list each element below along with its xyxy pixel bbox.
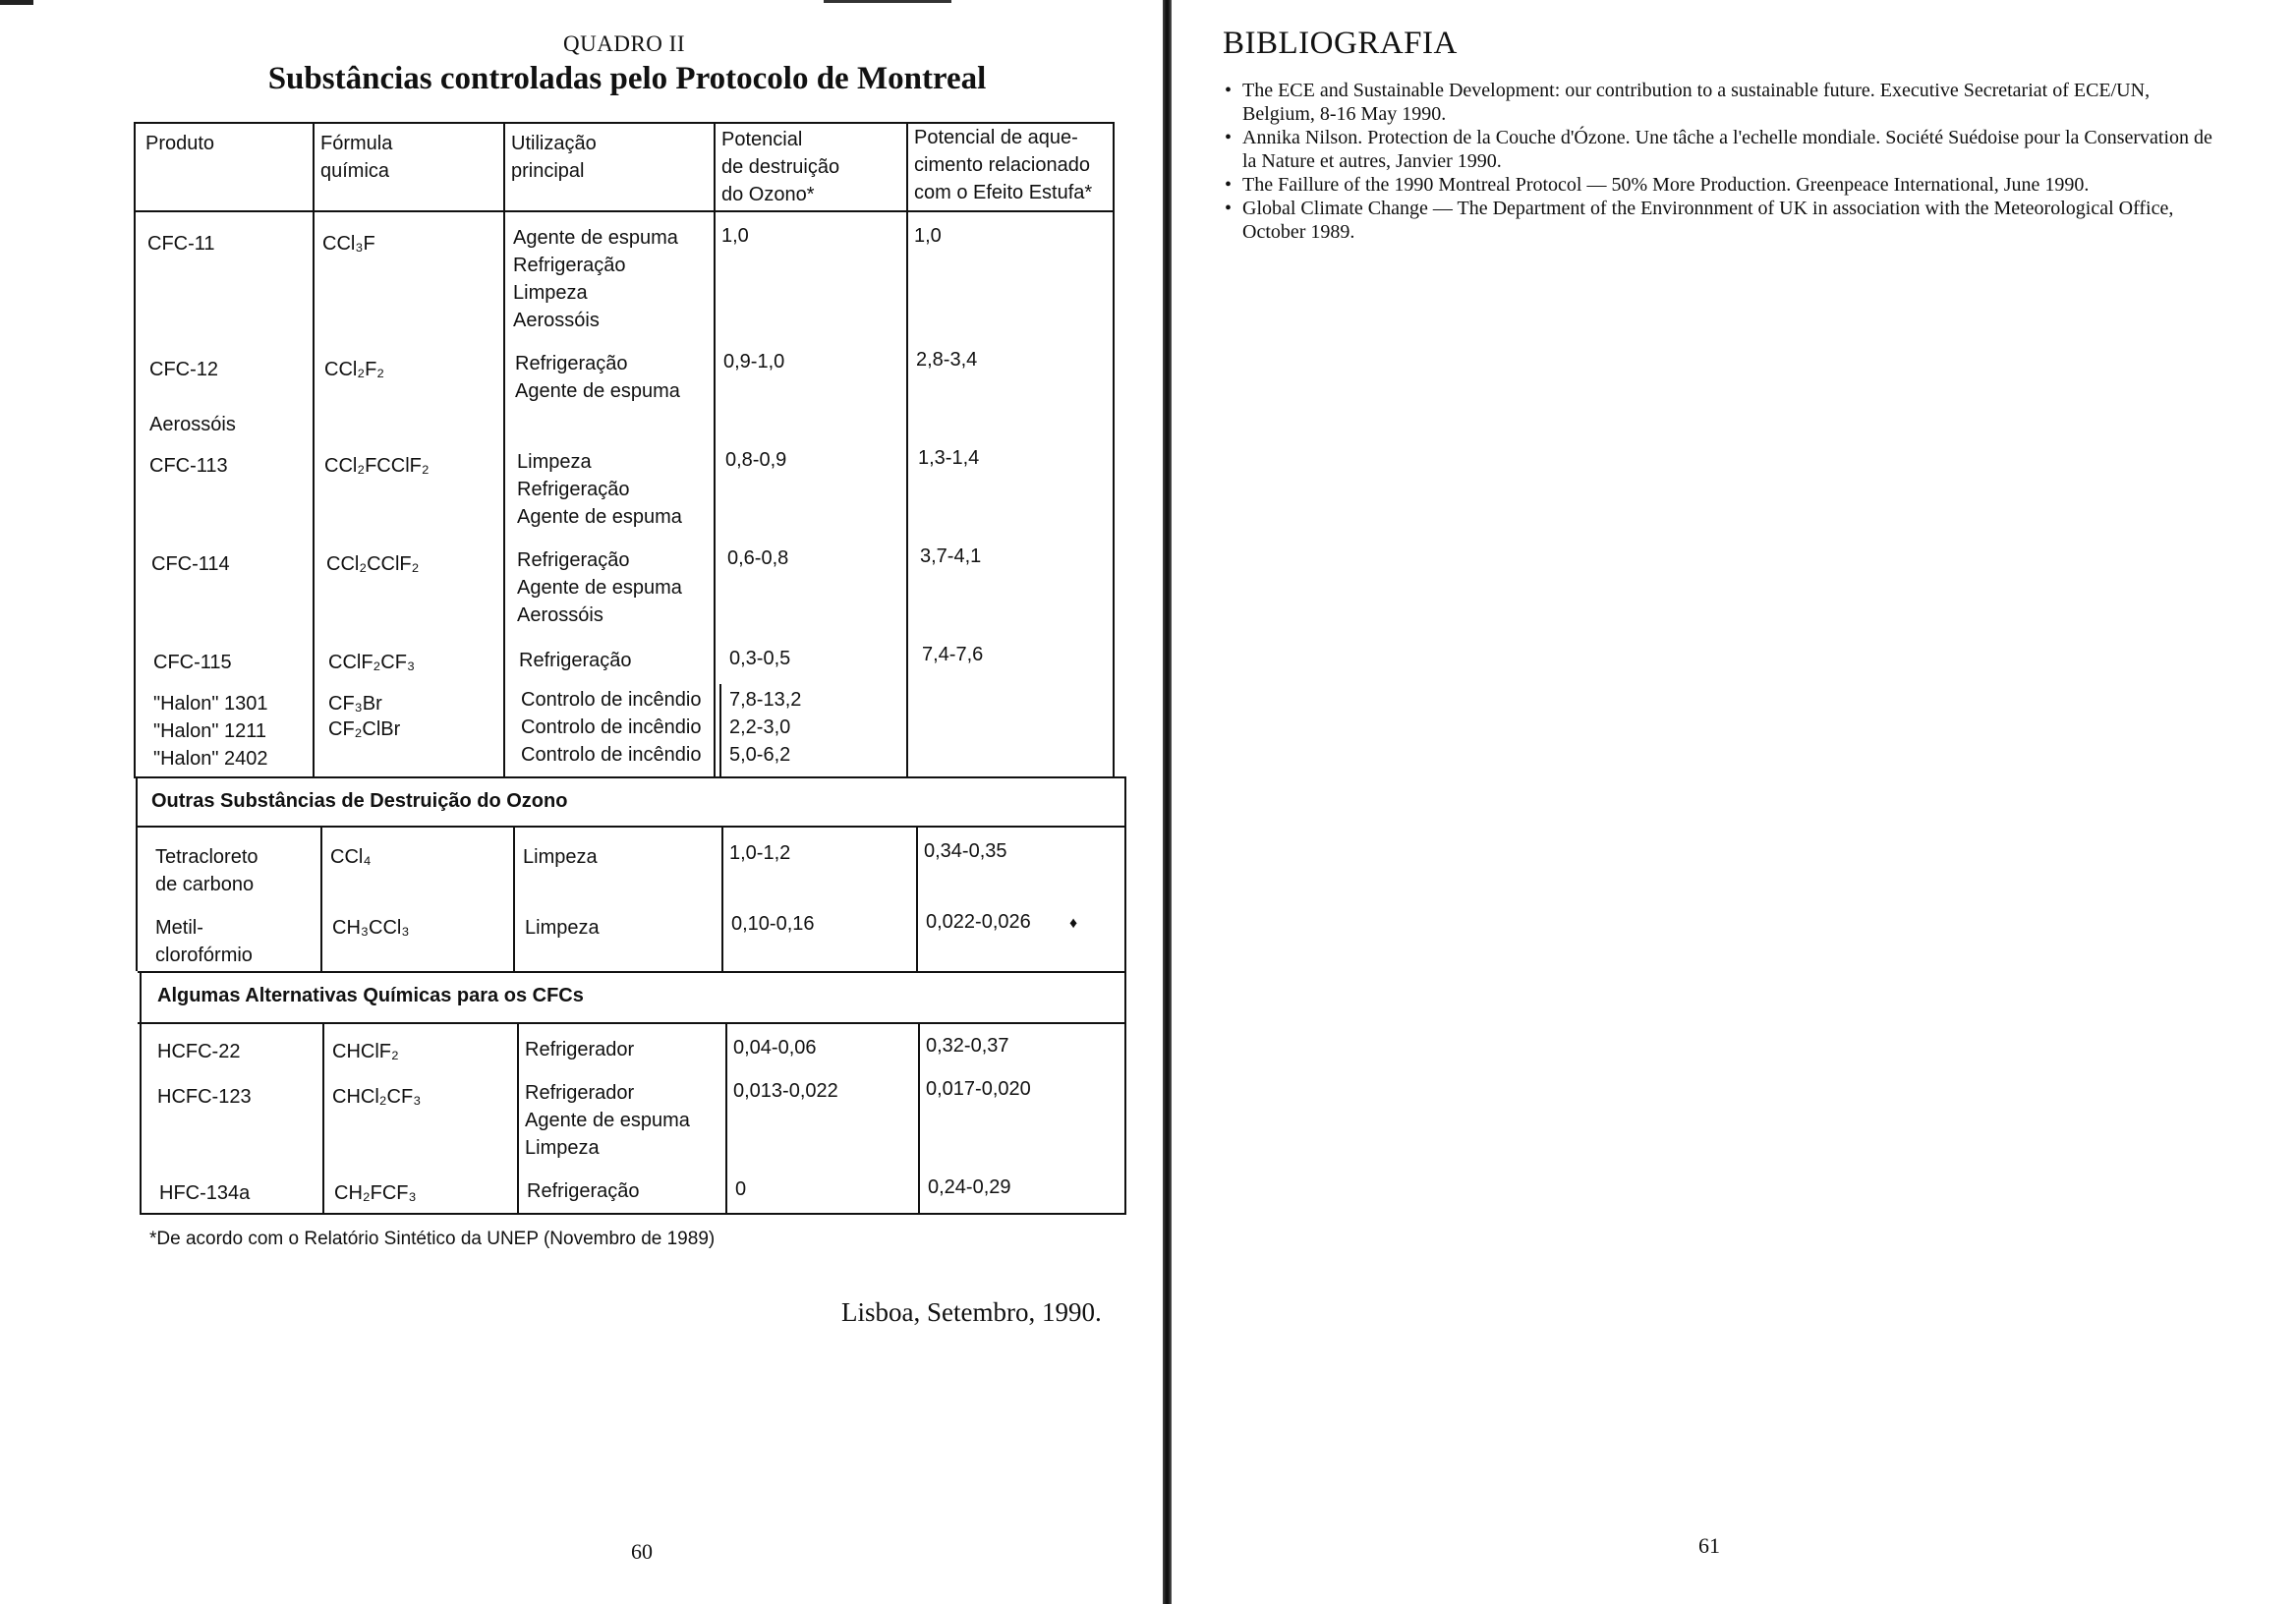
row-odp: 2,2-3,0	[729, 716, 791, 738]
row-gwp: 1,0	[914, 225, 942, 247]
table-rule	[138, 971, 1126, 973]
row-use: Agente de espuma	[517, 506, 682, 528]
row-gwp: 3,7-4,1	[920, 545, 982, 567]
table-title: Substâncias controladas pelo Protocolo de Montreal	[267, 61, 987, 96]
table-border	[1113, 122, 1115, 776]
row-odp: 0,10-0,16	[731, 913, 815, 935]
header-produto: Produto	[145, 133, 215, 154]
table-border	[134, 122, 136, 776]
row-odp: 1,0-1,2	[729, 842, 791, 864]
row-formula: CF₃Br	[328, 693, 382, 715]
row-odp: 5,0-6,2	[729, 744, 791, 766]
row-use: Controlo de incêndio	[521, 716, 702, 738]
table-rule	[134, 776, 1124, 778]
row-use: Controlo de incêndio	[521, 689, 702, 711]
row-gwp: 0,017-0,020	[926, 1078, 1031, 1100]
row-produto: CFC-113	[149, 455, 228, 477]
table-border	[140, 971, 142, 1213]
bibliography-entry: • Global Climate Change — The Department of the Environnment of UK in association with the Meteorological Office, October 1989.	[1223, 197, 2215, 244]
stray-mark-icon: ♦	[1069, 915, 1078, 932]
row-odp: 7,8-13,2	[729, 689, 802, 711]
row-use: Aerossóis	[517, 604, 603, 626]
row-produto: clorofórmio	[155, 945, 253, 966]
row-odp: 1,0	[721, 225, 749, 247]
row-gwp: 0,022-0,026	[926, 911, 1031, 933]
row-produto: Tetracloreto	[155, 846, 258, 868]
row-produto: "Halon" 1301	[153, 693, 268, 715]
row-produto: HCFC-123	[157, 1086, 252, 1108]
page-number: 60	[631, 1539, 653, 1564]
row-formula: CCl₂FCClF₂	[324, 455, 430, 477]
row-formula: CCl₂CClF₂	[326, 553, 420, 575]
column-rule	[503, 122, 505, 776]
row-odp: 0,6-0,8	[727, 547, 789, 569]
row-use: Refrigeração	[519, 650, 632, 671]
row-produto: "Halon" 2402	[153, 748, 268, 770]
header-gwp: Potencial de aque-	[914, 127, 1078, 148]
column-rule	[725, 1022, 727, 1213]
row-gwp: 0,24-0,29	[928, 1176, 1011, 1198]
header-formula: Fórmula	[320, 133, 393, 154]
bibliography-heading: BIBLIOGRAFIA	[1223, 26, 1458, 61]
column-rule	[719, 684, 721, 776]
row-use: Refrigeração	[517, 549, 630, 571]
row-produto: "Halon" 1211	[153, 720, 267, 742]
row-formula: CCl₂F₂	[324, 359, 385, 380]
row-odp: 0	[735, 1178, 747, 1200]
bibliography-entry: • The Faillure of the 1990 Montreal Protocol — 50% More Production. Greenpeace International, June 1990.	[1223, 173, 2215, 197]
row-gwp: 0,32-0,37	[926, 1035, 1009, 1057]
header-odp: do Ozono*	[721, 184, 815, 205]
page-number: 61	[1698, 1533, 1720, 1558]
row-gwp: 2,8-3,4	[916, 349, 978, 371]
place-date: Lisboa, Setembro, 1990.	[841, 1297, 1102, 1327]
row-use: Controlo de incêndio	[521, 744, 702, 766]
bibliography-list	[1223, 79, 2215, 244]
row-produto: HFC-134a	[159, 1182, 251, 1204]
row-use: Limpeza	[525, 917, 600, 939]
header-utilizacao: principal	[511, 160, 585, 182]
bibliography-entry: • The ECE and Sustainable Development: our contribution to a sustainable future. Executive Secretariat of ECE/UN, Belgium, 8-16 May 1990.	[1223, 79, 2215, 126]
column-rule	[916, 826, 918, 971]
row-gwp: 0,34-0,35	[924, 840, 1007, 862]
row-use: Agente de espuma	[515, 380, 680, 402]
row-gwp: 1,3-1,4	[918, 447, 980, 469]
row-produto: Metil-	[155, 917, 203, 939]
row-odp: 0,04-0,06	[733, 1037, 817, 1059]
book-spine	[1163, 0, 1172, 1604]
column-rule	[320, 826, 322, 971]
column-rule	[322, 1022, 324, 1213]
row-use: Agente de espuma	[513, 227, 678, 249]
column-rule	[918, 1022, 920, 1213]
column-rule	[714, 122, 716, 776]
row-use: Agente de espuma	[525, 1110, 690, 1131]
table-border	[140, 1213, 1126, 1215]
column-rule	[906, 122, 908, 776]
table-rule	[138, 1022, 1126, 1024]
header-gwp: com o Efeito Estufa*	[914, 182, 1093, 203]
table-header-rule	[134, 210, 1113, 212]
header-odp: Potencial	[721, 129, 803, 150]
column-rule	[721, 826, 723, 971]
table-footnote: *De acordo com o Relatório Sintético da UNEP (Novembro de 1989)	[149, 1229, 716, 1249]
row-use: Limpeza	[525, 1137, 600, 1159]
row-use: Refrigeração	[527, 1180, 640, 1202]
row-use: Refrigeração	[513, 255, 626, 276]
row-use: Agente de espuma	[517, 577, 682, 599]
table-number: QUADRO II	[563, 31, 685, 56]
table-border	[136, 776, 138, 971]
row-produto: CFC-115	[153, 652, 232, 673]
column-rule	[313, 122, 315, 776]
row-formula: CHCl₂CF₃	[332, 1086, 422, 1108]
row-produto: CFC-11	[147, 233, 215, 255]
row-produto: CFC-114	[151, 553, 230, 575]
row-formula: CH₂FCF₃	[334, 1182, 417, 1204]
row-use: Limpeza	[517, 451, 592, 473]
row-formula: CCl₃F	[322, 233, 375, 255]
row-odp: 0,9-1,0	[723, 351, 785, 372]
row-use: Refrigeração	[517, 479, 630, 500]
row-use: Limpeza	[523, 846, 598, 868]
header-gwp: cimento relacionado	[914, 154, 1090, 176]
section-heading: Algumas Alternativas Químicas para os CFCs	[157, 985, 584, 1006]
row-use: Aerossóis	[513, 310, 600, 331]
row-produto: de carbono	[155, 874, 255, 895]
column-rule	[517, 1022, 519, 1213]
row-odp: 0,013-0,022	[733, 1080, 838, 1102]
row-formula: CClF₂CF₃	[328, 652, 416, 673]
header-utilizacao: Utilização	[511, 133, 597, 154]
row-use: Refrigeração	[515, 353, 628, 374]
row-gwp: 7,4-7,6	[922, 644, 984, 665]
row-formula: CCl₄	[330, 846, 372, 868]
table-border	[1124, 776, 1126, 1213]
row-odp: 0,3-0,5	[729, 648, 791, 669]
section-heading: Outras Substâncias de Destruição do Ozono	[151, 790, 568, 812]
row-formula: CHClF₂	[332, 1041, 399, 1062]
row-use: Refrigerador	[525, 1082, 635, 1104]
row-use: Limpeza	[513, 282, 588, 304]
header-odp: de destruição	[721, 156, 840, 178]
header-formula: química	[320, 160, 390, 182]
row-formula: CH₃CCl₃	[332, 917, 410, 939]
column-rule	[513, 826, 515, 971]
substances-table	[134, 110, 1128, 1213]
row-produto: Aerossóis	[149, 414, 236, 435]
table-rule	[136, 826, 1126, 828]
row-produto: HCFC-22	[157, 1041, 241, 1062]
row-formula: CF₂ClBr	[328, 718, 401, 740]
row-use: Refrigerador	[525, 1039, 635, 1060]
row-odp: 0,8-0,9	[725, 449, 787, 471]
bibliography-entry: • Annika Nilson. Protection de la Couche d'Ózone. Une tâche a l'echelle mondiale. Société Suédoise pour la Conservation de la Nature et autres, Janvier 1990.	[1223, 126, 2215, 173]
row-produto: CFC-12	[149, 359, 219, 380]
